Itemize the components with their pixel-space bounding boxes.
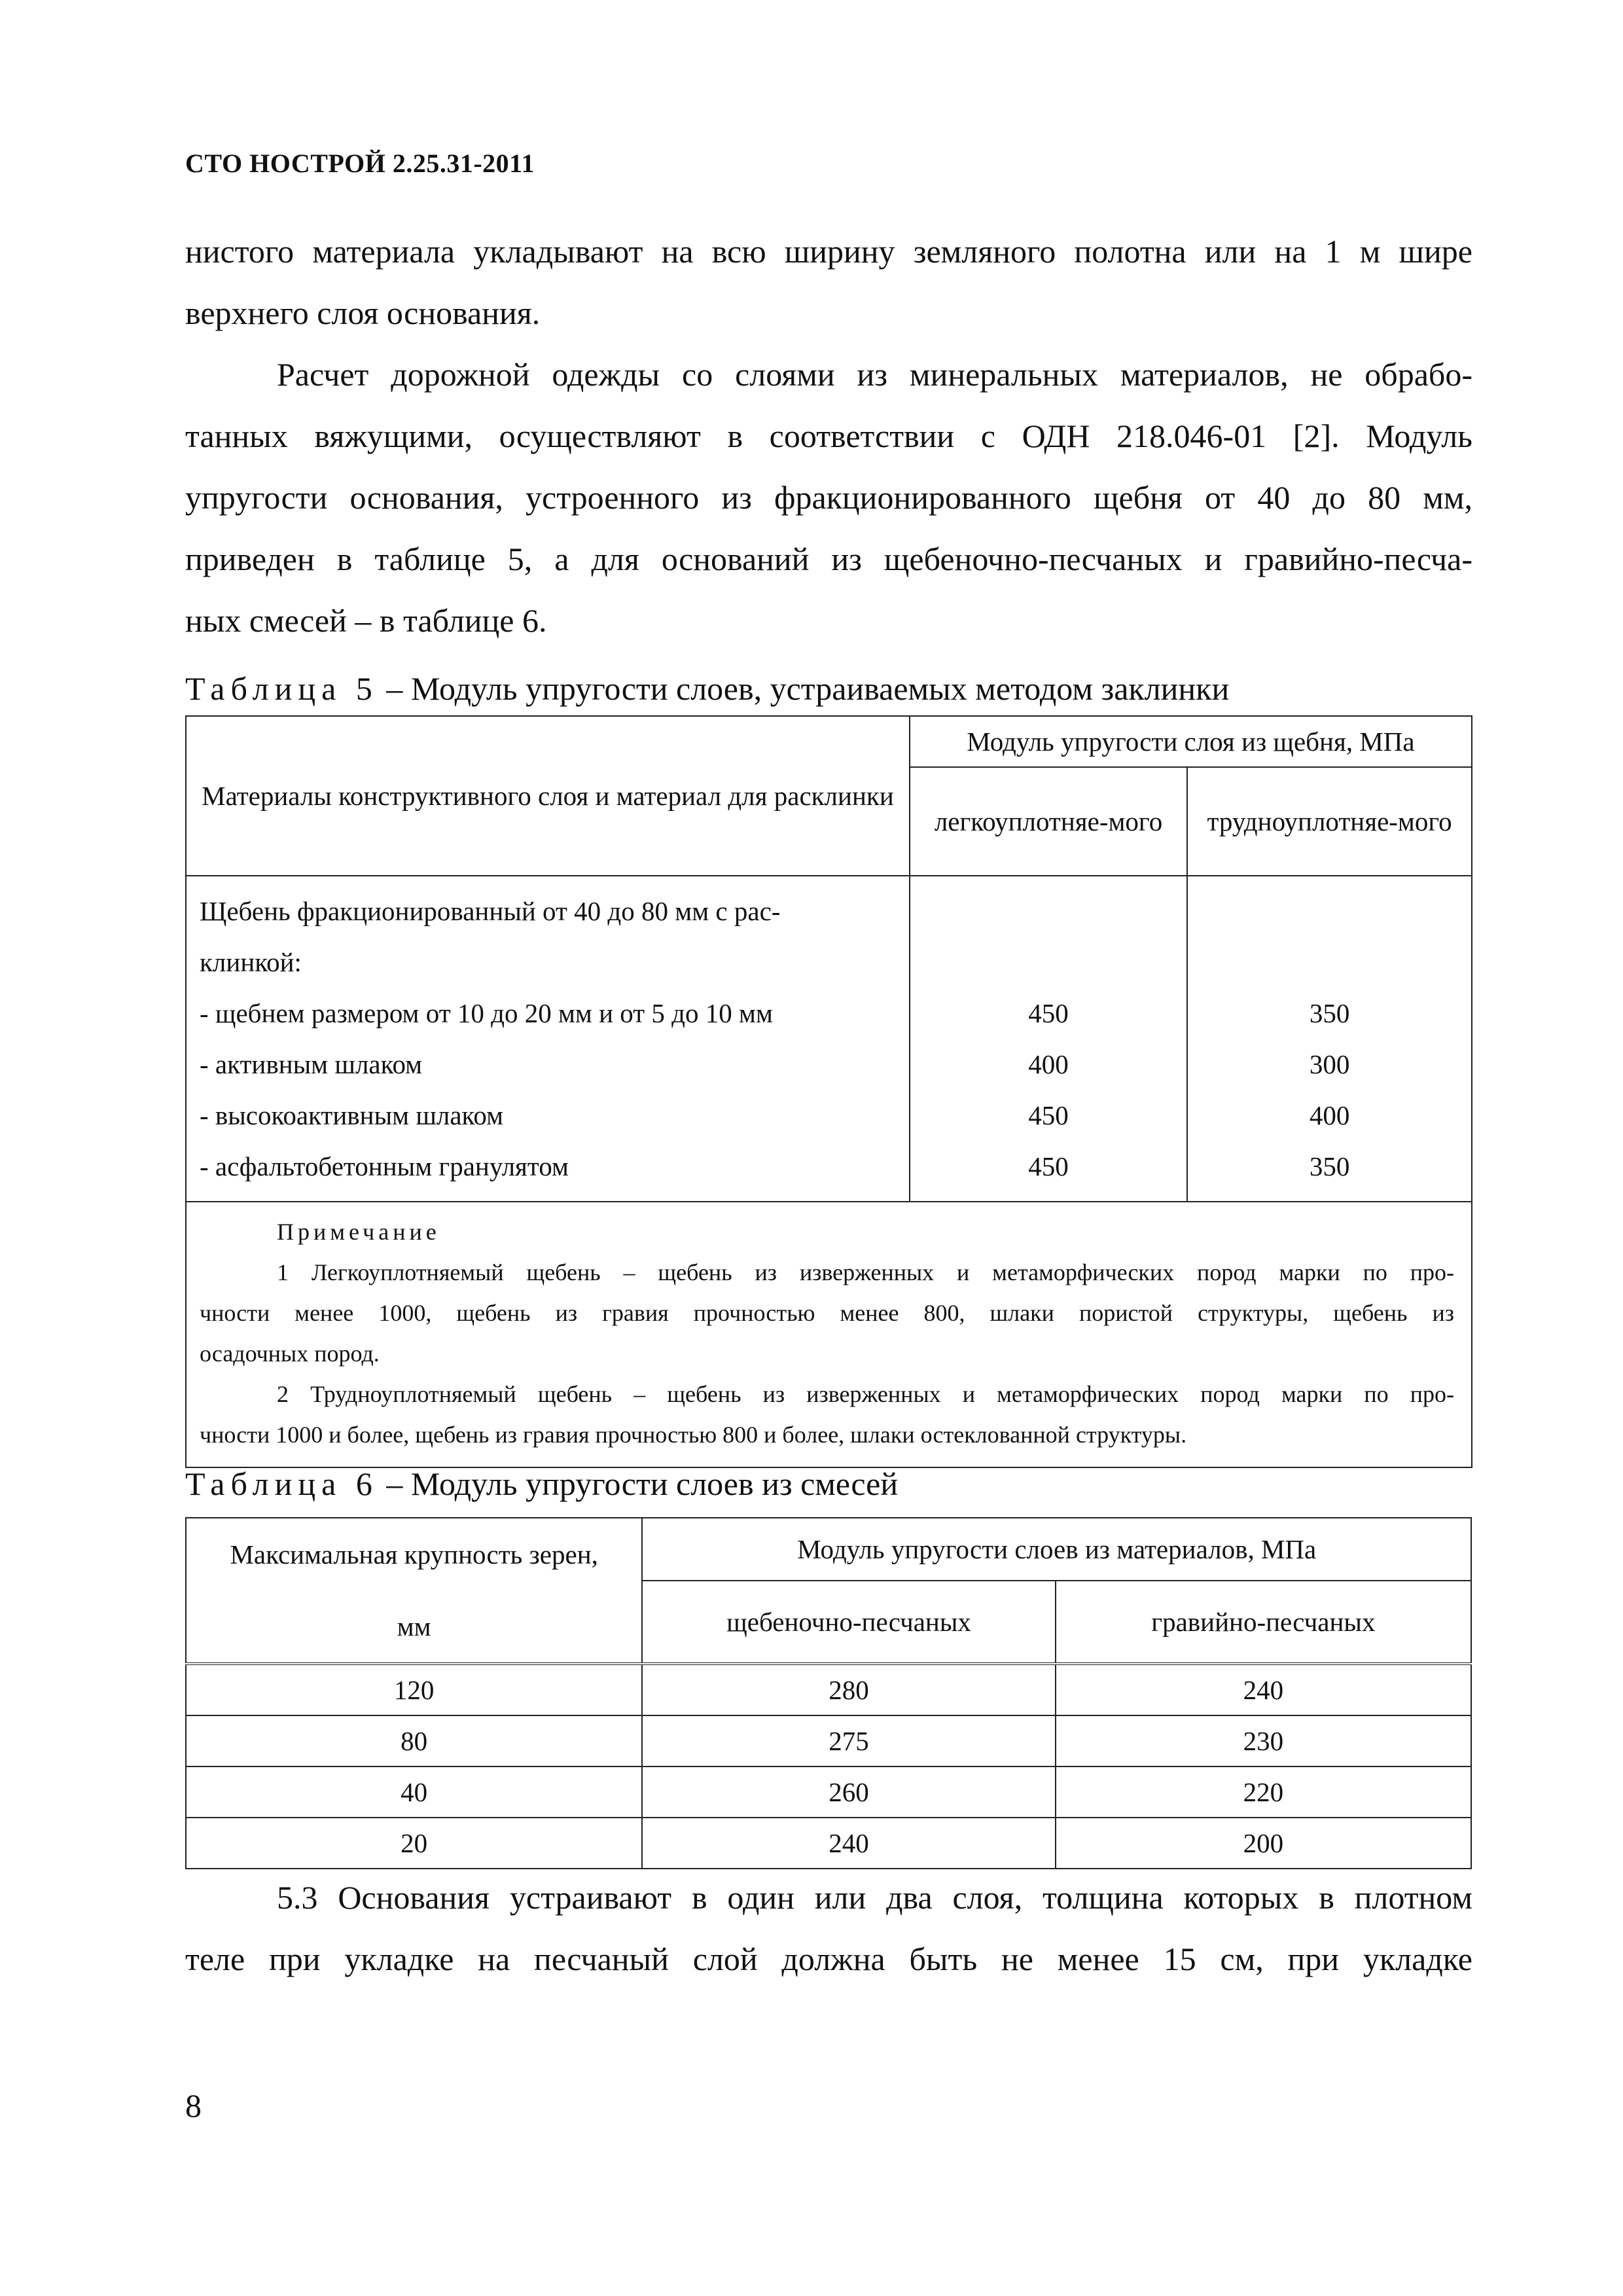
table5-heavy-value: 350 [1309,998,1350,1028]
table5-note-title: Примечание [277,1219,440,1245]
table6-caption-text: – Модуль упругости слоев из смесей [378,1465,899,1502]
table5-row-label: - щебнем размером от 10 до 20 мм и от 5 до 10 мм [200,998,773,1028]
text-line: танных вяжущими, осуществляют в соответствии с ОДН 218.046-01 [2]. Модуль [185,418,1472,454]
table5-note [186,1202,1472,1467]
document-code-header: СТО НОСТРОЙ 2.25.31-2011 [185,149,535,178]
table6-gravel: 240 [1056,1664,1471,1715]
text-line: Расчет дорожной одежды со слоями из минеральных материалов, не обрабо- [277,356,1472,393]
table5-row-label: - активным шлаком [200,1049,423,1079]
table5-intro-line: клинкой: [200,947,302,977]
table5-header-light: легкоуплотняе-мого [910,767,1187,876]
table6-header-modulus: Модуль упругости слоев из материалов, МПа [642,1518,1471,1581]
table-row [186,1664,1471,1715]
note-line: осадочных пород. [200,1340,380,1367]
note-line: 2 Трудноуплотняемый щебень – щебень из изверженных и метаморфических пород марки по про- [277,1381,1454,1407]
table-row [186,1767,1471,1818]
table-6 [185,1517,1472,1869]
table5-row-label: - высокоактивным шлаком [200,1100,504,1130]
table6-caption-label: Таблица 6 [185,1465,378,1502]
table6-crushed: 240 [642,1818,1055,1869]
table6-gravel: 220 [1056,1767,1471,1818]
table6-size: 40 [186,1767,642,1818]
note-line: чности 1000 и более, щебень из гравия прочностью 800 и более, шлаки остеклованной структуры. [200,1422,1187,1448]
table5-row-label: - асфальтобетонным гранулятом [200,1151,569,1181]
text-line: верхнего слоя основания. [185,295,541,331]
text-line: теле при укладке на песчаный слой должна быть не менее 15 см, при укладке [185,1941,1472,1977]
table5-header-heavy: трудноуплотняе-мого [1187,767,1472,876]
page-number: 8 [185,2087,202,2124]
note-line: чности менее 1000, щебень из гравия прочностью менее 800, шлаки пористой структуры, щебень из [200,1300,1454,1326]
table6-header-crushed: щебеночно-песчаных [642,1581,1055,1664]
table5-light-value: 450 [1028,1100,1069,1130]
table-row [186,1715,1471,1767]
table6-gravel: 230 [1056,1715,1471,1767]
table5-caption-label: Таблица 5 [185,670,378,707]
text-line: упругости основания, устроенного из фракционированного щебня от 40 до 80 мм, [185,479,1472,516]
table-5 [185,715,1472,1468]
table5-heavy-value: 350 [1309,1151,1350,1181]
table6-caption [185,1465,898,1503]
table6-header-grain-size [186,1518,642,1664]
note-line: 1 Легкоуплотняемый щебень – щебень из изверженных и метаморфических пород марки по про- [277,1259,1454,1285]
table6-gravel: 200 [1056,1818,1471,1869]
table5-light-value: 450 [1028,1151,1069,1181]
paragraph-continuation [185,221,1472,344]
table5-header-modulus: Модуль упругости слоя из щебня, МПа [910,716,1472,767]
table6-size: 80 [186,1715,642,1767]
table5-header-materials: Материалы конструктивного слоя и материал для расклинки [186,716,910,876]
text-line: приведен в таблице 5, а для оснований из щебеночно-песчаных и гравийно-песча- [185,541,1472,577]
table6-crushed: 280 [642,1664,1055,1715]
table5-heavy-values [1187,876,1472,1202]
table5-light-value: 400 [1028,1049,1069,1079]
paragraph-calculation [185,344,1472,651]
text-line: ных смесей – в таблице 6. [185,602,547,639]
table5-light-values [910,876,1187,1202]
text-line: нистого материала укладывают на всю ширину земляного полотна или на 1 м шире [185,233,1472,270]
table5-materials-cell [186,876,910,1202]
table5-intro-line: Щебень фракционированный от 40 до 80 мм с рас- [200,896,781,926]
table5-heavy-value: 300 [1309,1049,1350,1079]
table6-size: 120 [186,1664,642,1715]
table6-header-grain-unit: мм [397,1611,431,1641]
table6-size: 20 [186,1818,642,1869]
table6-header-gravel: гравийно-песчаных [1056,1581,1471,1664]
table5-caption-text: – Модуль упругости слоев, устраиваемых методом заклинки [378,670,1230,707]
text-line: 5.3 Основания устраивают в один или два слоя, толщина которых в плотном [277,1879,1472,1916]
paragraph-5-3 [185,1867,1472,1990]
table5-caption [185,670,1229,708]
table6-crushed: 275 [642,1715,1055,1767]
table-row [186,1818,1471,1869]
table6-crushed: 260 [642,1767,1055,1818]
table5-heavy-value: 400 [1309,1100,1350,1130]
table5-light-value: 450 [1028,998,1069,1028]
table6-header-grain-line: Максимальная крупность зерен, [230,1539,598,1570]
